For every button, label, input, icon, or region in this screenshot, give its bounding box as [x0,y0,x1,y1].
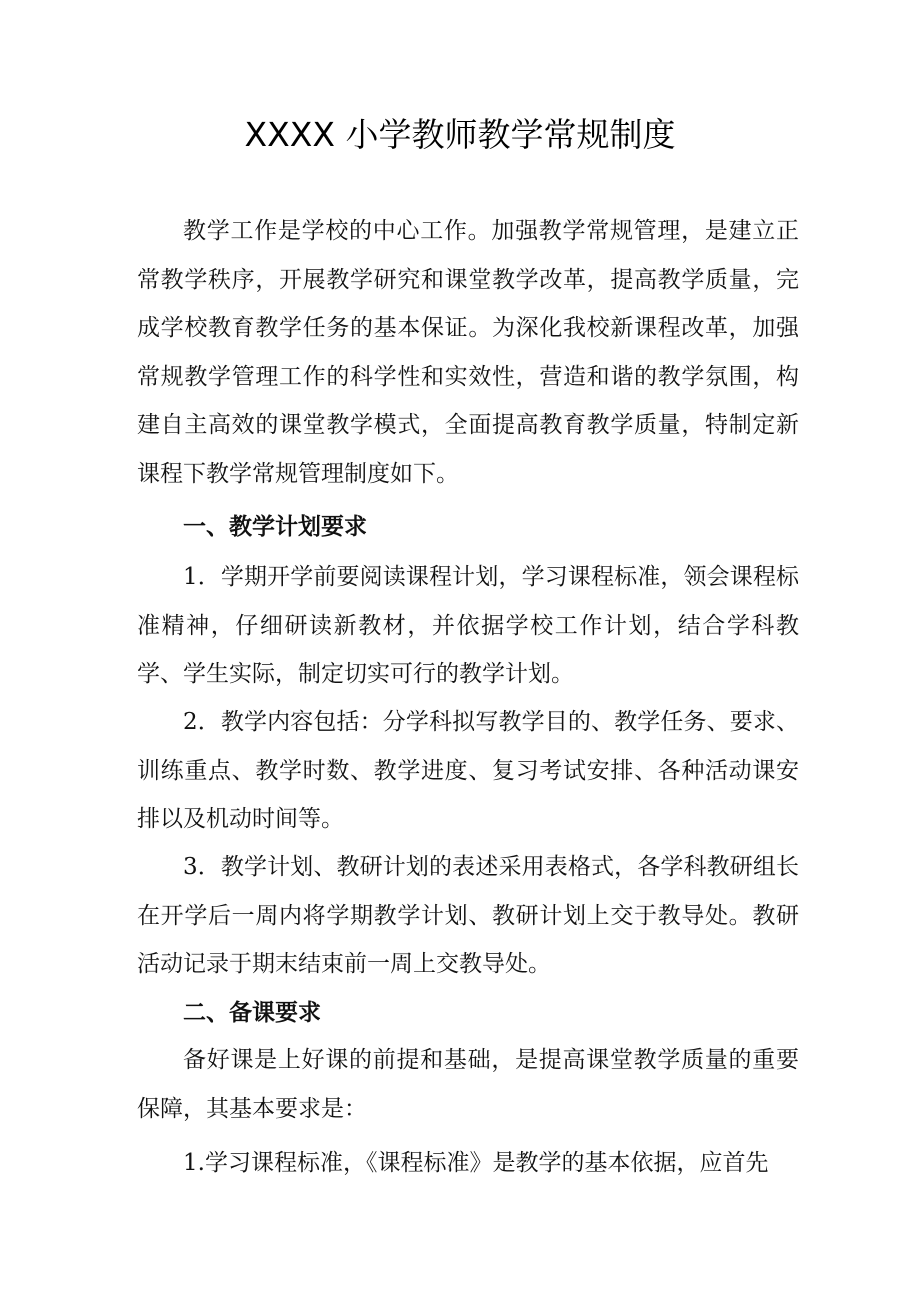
teaching-plan-item-2: 2．教学内容包括：分学科拟写教学目的、教学任务、要求、训练重点、教学时数、教学进度、复习考试安排、各种活动课安排以及机动时间等。 [137,709,799,832]
teaching-plan-item-3: 3．教学计划、教研计划的表述采用表格式，各学科教研组长在开学后一周内将学期教学计划、教研计划上交于教导处。教研活动记录于期末结束前一周上交教导处。 [137,854,799,977]
lesson-prep-intro: 备好课是上好课的前提和基础，是提高课堂教学质量的重要保障，其基本要求是： [137,1047,799,1122]
teaching-plan-item-1: 1．学期开学前要阅读课程计划，学习课程标准，领会课程标准精神，仔细研读新教材，并依据学校工作计划，结合学科教学、学生实际，制定切实可行的教学计划。 [137,564,799,687]
document-title: XXXX 小学教师教学常规制度 [244,115,676,154]
intro-paragraph: 教学工作是学校的中心工作。加强教学常规管理，是建立正常教学秩序，开展教学研究和课堂教学改革，提高教学质量，完成学校教育教学任务的基本保证。为深化我校新课程改革，加强常规教学管理工作的科学性和实效性，营造和谐的教学氛围，构建自主高效的课堂教学模式，全面提高教育教学质量，特制定新课程下教学常规管理制度如下。 [137,218,799,487]
section-heading-teaching-plan: 一、教学计划要求 [183,514,367,540]
section-heading-lesson-prep: 二、备课要求 [183,1000,321,1026]
lesson-prep-item-1: 1.学习课程标准，《课程标准》是教学的基本依据，应首先 [183,1150,769,1176]
